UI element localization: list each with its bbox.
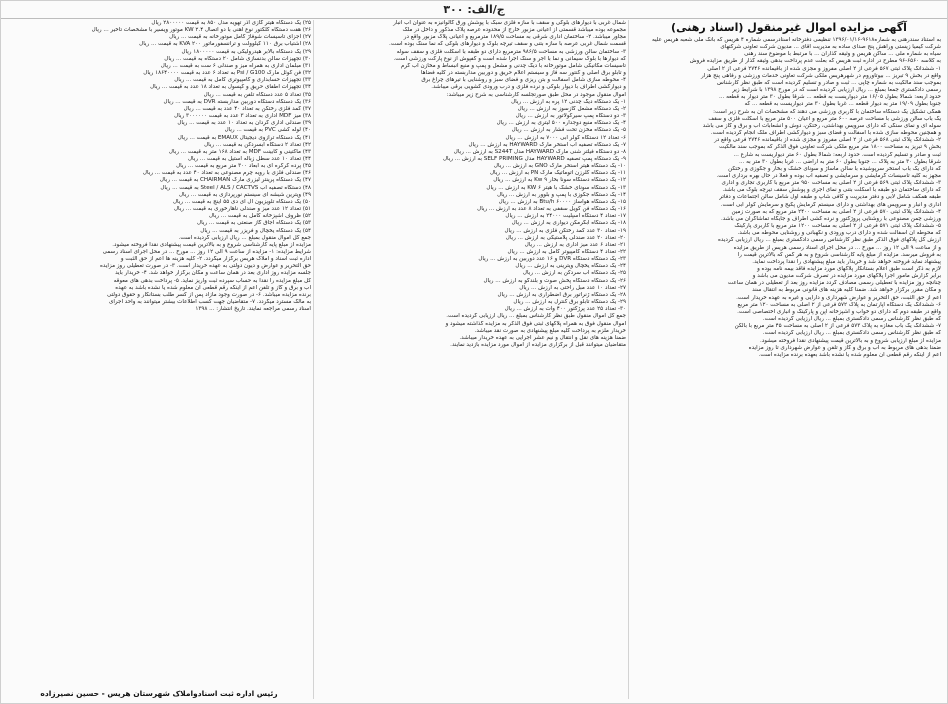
notice-text-line: ۲۷- تعداد ۱۰ عدد مبل راحتی به ارزش ... ریال xyxy=(519,284,626,291)
notice-text-line: و دیوارکشی اطراف با دیوار بلوکی و نرده فلزی و درب ورودی کشویی برقی میباشد. xyxy=(431,84,626,91)
notice-text-line: ۱۰- یک دستگاه هیتر استخر مارک GNO به ارزش ... ریال xyxy=(493,163,626,170)
notice-text-line: ۲۹) یک دستگاه بالابر هیدرولیکی به قیمت ۱۸۰۰۰۰۰ ریال xyxy=(181,48,311,55)
notice-title: آگهی مزایده اموال غیرمنقول (اسناد رهنی) xyxy=(671,21,907,34)
notice-text-line: ۲۵) یک دستگاه هیتر گازی آذر تهویه مدل ۸۵۰ به قیمت ۲۸۰۰۰۰۰ ریال xyxy=(151,20,311,26)
notice-text-line: کل مبلغ مزایده را نقداً به حساب سپرده ثبت واریز نماید. ۵- پرداخت بدهی های معوقه xyxy=(113,277,311,284)
notice-text-line: ۴۸) دستگاه تصفیه آب Steel / ALS / CACTVS به قیمت ... ریال xyxy=(160,184,311,191)
notice-text-line: لازم به ذکر است طبق اعلام بستانکار پلاکهای مورد مزایده فاقد بیمه نامه بوده و xyxy=(757,266,941,272)
notice-text-line: قسمت شمال غربی عرصه با سازه بتنی و سقف تیرچه بلوک و دیوارهای بلوکی که نما سنگ بوده است. xyxy=(389,41,626,48)
notice-text-line: ۳- دو دستگاه پمپ سیرکولاتور به ارزش ... ریال xyxy=(515,113,626,120)
notice-text-line: ۵- ششدانگ پلاک ثبتی ۵۷۱ فرعی از ۲ اصلی به مساحت ۱۲۰۰ متر مربع با کاربری پارکینگ xyxy=(734,223,941,230)
notice-text-line: ۴۰) لوله کشی PVC به قیمت ... ریال xyxy=(224,127,311,134)
notice-text-line: همگی تشکیل یک دستگاه ساختمان با کاربری ورزشی می دهند که مشخصات آن به شرح زیر است: xyxy=(713,108,941,115)
notice-text-line: طبقه همکف شامل لابی و دفتر مدیریت و کافی شاپ و طبقه اول شامل سالن اجتماعات و دفاتر xyxy=(719,194,941,201)
notice-text-line: واقع در بخش ۹ تبریز ... بیوتاوروم در شهرهریس ملکی شرکت تعاونی خدمات ورزشی و رفاهی پنج هزار xyxy=(701,72,941,79)
notice-text-line: ۳۰- تعداد ۲۵ عدد پرژکتور ۴۰۰ وات به ارزش ... ریال xyxy=(504,306,626,313)
notice-text-line: بخش ۹ تبریز به مساحت ۱۸۰۰ متر مربع ملکی شرکت تعاونی فوق الذکر که بموجب سند مالکیت xyxy=(719,144,941,151)
notice-text-line: آب و برق و گاز و تلفن اعم از اینکه رقم قطعی آن معلوم شده یا نشده باشد به عهده xyxy=(115,284,311,291)
notice-text-line: اعم از اینکه رقم قطعی آن معلوم شده یا نشده باشد بعهده برنده مزایده است. xyxy=(758,351,941,358)
notice-signature: رئیس اداره ثبت اسناد‌واملاک شهرستان هریس - حسین نصیرزاده xyxy=(40,688,278,698)
notice-text-line: ۴- محوطه سازی شامل آسفالت و بتن ریزی و فضای سبز و روشنایی با تیرهای چراغ برق xyxy=(421,77,626,84)
column-right-text xyxy=(637,37,941,359)
notice-text-line: سیاه به شماره ملی ... ساکن هریس و وثیقه گذاران ... با مرتبط با موضوع سند رهنی xyxy=(744,51,941,58)
notice-text-line: ۴۳) ماکتینی و کابینت MDF به تعداد ۱۶۸ متر به قیمت ... ریال xyxy=(168,148,311,155)
notice-text-line: رسمی دادگستری جمعا بمبلغ ... ریال ارزیابی گردیده است که در مورخ ۱۳۹۸ با شرایط زیر xyxy=(732,87,941,94)
notice-text-line: و مکان مقرر برگزار خواهد شد. ضمناً کلیه هزینه های قانونی مربوط به انتقال سند xyxy=(752,287,941,294)
notice-text-line: برنده مزایده میباشد. ۶- در صورت وجود مازاد پس از کسر طلب بستانکار و حقوق دولتی xyxy=(106,291,311,298)
notice-text-line: سوله ای و نمای سنگی که دارای سرویس بهداشتی، رختکن، دوش و انشعابات آب و برق و گاز می باشد xyxy=(702,122,941,129)
notice-text-line: ۵۰) یک دستگاه تلویزیون ال ای دی ۵۵ اینچ به قیمت ... ریال xyxy=(172,198,311,205)
notice-text-line: ۴- یک دستگاه منبع دوجداره ۵۰۰ لیتری به ارزش ... ریال xyxy=(496,120,626,127)
notice-text-line: ۱۹- تعداد ۳۰ عدد کمد رختکن فلزی به ارزش ... ریال xyxy=(504,227,626,234)
notice-text-line: ۲۲- تعداد ۴ دستگاه کامپیوتر کامل به ارزش ... ریال xyxy=(507,249,626,255)
notice-text-line: مجهز به کلیه تاسیسات گرمایشی و سرمایشی و تصفیه آب بوده و فعلاً در حال بهره برداری است. xyxy=(716,172,941,179)
notice-text-line: مجاور میباشد. ۲- ساختمان اداری شرقی به مساحت ۱۸۹/۵ مترمربع و اعیانی پلاک مزبور واقع در xyxy=(403,34,626,41)
notice-text-line: ارزش کل پلاکهای فوق الذکر طبق نظر کارشناس رسمی دادگستری بمبلغ ... ریال ارزیابی گردیده xyxy=(717,237,941,244)
notice-text-line: جنوباً بطول ۱۹/۰۹ متر به دیوار قطعه ... غرباً بطول ۳۰ متر دیواریست به قطعه ... که xyxy=(744,101,941,108)
notice-text-line: ۴۵) پرده کرکره ای به ابعاد ۳۰۰ متر مربع به قیمت ... ریال xyxy=(176,163,311,170)
notice-text-line: خریدار ملزم به پرداخت کلیه مبلغ پیشنهادی به صورت نقد میباشد. xyxy=(474,327,626,334)
notice-text-line: ۱۴- یک دستگاه جکوزی با پمپ و بلوور به ارزش ... ریال xyxy=(497,191,626,198)
notice-text-line: ۳- ششدانگ پلاک ثبتی ۵۶۹ فرعی از ۲ اصلی به مساحت ۹۵۰ متر مربع با کاربری تجاری و اداری xyxy=(721,180,941,187)
notice-text-line: واقع در طبقه دوم که دارای دو خواب و آشپزخانه اپن و پارکینگ و انباری اختصاصی است. xyxy=(737,308,941,315)
notice-text-line: ضمناً بدهی های مربوط به آب و برق و گاز و تلفن و عوارض شهرداری تا روز مزایده xyxy=(748,344,941,351)
notice-text-line: ۲۷) اجزای تاسیسات شوفاژ کامل موتورخانه به قیمت ... ریال xyxy=(169,34,311,41)
notice-text-line: شرقاً بطول ۳۰ متر به پلاک ... جنوباً بطول ۶۰ متر به اراضی ... غرباً بطول ۳۰ متر به ... xyxy=(739,158,941,165)
notice-text-line: ۶- ششدانگ یک دستگاه آپارتمان به پلاک ۵۷۲ فرعی از ۲ اصلی به مساحت ۱۲۰ متر مربع xyxy=(737,301,941,308)
notice-text-line: برابر گزارش مامور اجرا پلاکهای مورد مزایده در تصرف شرکت مدیون می باشد و xyxy=(752,273,941,280)
notice-text-line: ۱۳- یک دستگاه سونای خشک با هیتر ۶ KW به ارزش ... ریال xyxy=(486,184,626,191)
notice-text-line: جمع کل اموال منقول بمبلغ ... ریال ارزیابی گردیده است. xyxy=(178,234,311,241)
notice-text-line: ۳۴) تجهیزات اطفای حریق و کپسول به تعداد ۱۸ عدد به قیمت ... ریال xyxy=(150,84,311,91)
notice-text-line: ۷- یک دستگاه تصفیه آب استخر مارک HAYWARD به ارزش ... ریال xyxy=(468,141,626,148)
notice-text-line: شرایط مزایده: ۱- مزایده از ساعت ۹ الی ۱۲ روز ... مورخ ... در محل اجرای اسناد رسمی xyxy=(102,249,311,255)
notice-text-line: ۳۶) یک دستگاه دستگاه دوربین مداربسته DVR به قیمت ... ریال xyxy=(163,98,311,105)
notice-text-line: ۱۱- یک دستگاه کلرزن اتوماتیک مارک PN به ارزش ... ریال xyxy=(489,170,626,177)
notice-text-line: ۲- یک دستگاه مشعل گازسوز به ارزش ... ریال xyxy=(517,105,626,112)
notice-text-line: چنانچه روز مزایده با تعطیلی رسمی مصادف گردد مزایده روز بعد از تعطیلی در همان ساعت xyxy=(727,280,941,287)
notice-text-line: ۲۰- تعداد ۲۰ عدد صندلی پلاستیکی به ارزش ... ریال xyxy=(505,234,626,241)
notice-text-line: اداری و انبار و سرویس های بهداشتی و دارای سیستم گرمایش پکیج و سرمایش کولر آبی است. xyxy=(720,201,941,208)
notice-text-line: و همچنین محوطه سازی شده با آسفالت و فضای سبز و دیوارکشی اطراف ملک انجام گردیده است. xyxy=(710,130,941,137)
notice-text-line: که دارای ساختمان دو طبقه با اسکلت بتنی و نمای آجری و پوشش سقف تیرچه بلوک می باشد. xyxy=(722,187,941,194)
notice-text-line: ۵۴) یک دستگاه یخچال و فریزر به قیمت ... ریال xyxy=(200,227,311,234)
notice-text-line: ۴۷) یک دستگاه پرینتر لیزری مارک CHAIRMAN به قیمت ... ریال xyxy=(159,177,311,184)
notice-text-line: ۴- ششدانگ پلاک ثبتی ۵۷۰ فرعی از ۲ اصلی به مساحت ۲۴۰۰ متر مربع که به صورت زمین xyxy=(731,208,941,215)
notice-text-line: ۳۷) کمد فلزی رختکن به تعداد ۴۰ عدد به قیمت ... ریال xyxy=(183,105,311,112)
notice-text-line: به مالک مسترد میگردد. ۷- متقاضیان جهت کسب اطلاعات بیشتر میتوانند به واحد اجرای xyxy=(108,299,311,306)
notice-text-line: ۳۳) تجهیزات حسابداری و کامپیوتری کامل به قیمت ... ریال xyxy=(174,77,311,84)
notice-text-line: ۴۱) یک دستگاه ترازوی دیجیتال EMAUX به قیمت ... ریال xyxy=(177,134,311,141)
notice-text-line: ۴۶) صندلی فلزی با رویه چرم مصنوعی به تعداد ۴۰ عدد به قیمت ... ریال xyxy=(142,170,311,177)
column-middle-text xyxy=(322,20,626,349)
notice-text-line: اموال منقول فوق به همراه پلاکهای ثبتی فوق الذکر به مزایده گذاشته میشود و xyxy=(445,320,626,327)
notice-text-line: ۲- ششدانگ پلاک ثبتی ۵۶۸ فرعی از ۲ اصلی مفروز و مجزی شده از باقیمانده ۲۷۴۶ فرعی واقع در xyxy=(714,137,941,144)
notice-text-line: بموجب سند مالکیت به شماره چاپی ... ثبت و صادر و تسلیم گردیده است که طبق نظر کارشناس xyxy=(716,79,941,86)
notice-text-line: ۴۹) ویترین شیشه ای سیستم نورپردازی به قیمت ... ریال xyxy=(178,191,311,198)
notice-text-line: مزایده از مبلغ پایه کارشناسی شروع و به بالاترین قیمت پیشنهادی نقداً فروخته میشود. xyxy=(112,241,311,248)
notice-text-line: ۵۱) تعداد ۱۲ عدد میز و صندلی ناهارخوری به قیمت ... ریال xyxy=(173,206,311,213)
notice-text-line: ۵۲) ظروف آشپزخانه کامل به قیمت ... ریال xyxy=(208,213,311,220)
notice-text-line: پیشنهاد نماید فروخته خواهد شد و خریدار باید مبلغ پیشنهادی را نقداً پرداخت نماید. xyxy=(752,258,941,265)
price-label: ج/الف: ۳۰۰ xyxy=(1,3,947,19)
notice-text-line: ضمناً هزینه های نقل و انتقال و نیم عشر اجرایی به عهده خریدار میباشد. xyxy=(459,334,626,341)
notice-text-line: مجموعه بوده میباشد قسمتی از اعیانی مزبور خارج از محدوده عرصه پلاک مذکور و داخل در ملک xyxy=(402,27,626,34)
notice-text-line: ۳۵) تعداد ۵ عدد دستگاه تلفن به قیمت ... ریال xyxy=(203,91,311,98)
notice-text-line: ۳۹) صندلی اداری گردان به تعداد ۱۰ عدد به قیمت ... ریال xyxy=(177,120,311,127)
notice-columns xyxy=(5,20,943,699)
notice-text-line: ۳۲) فن کوئل مارک Psi / G100 به تعداد ۶ عدد به قیمت ۱۸۶۴۰۰۰۰ ریال xyxy=(143,70,311,77)
column-right xyxy=(635,20,943,699)
column-left xyxy=(5,20,314,699)
notice-text-line: ۲۸) اشتیاب برق ۱۱۰ کیلوولت و ترانسفورماتور ۲۰۰ KVA به قیمت ... ریال xyxy=(139,41,311,48)
notice-text-line: ۳۸) میز MDF اداری به تعداد ۳ عدد به قیمت ۳۰۰۰۰۰۰ ریال xyxy=(174,113,311,120)
notice-text-line: و تابلو برق اصلی و کنتور سه فاز و سیستم اعلام حریق و دوربین مداربسته در کلیه فضاها xyxy=(420,70,626,77)
notice-text-line: ۵- یک دستگاه مخزن تحت فشار به ارزش ... ریال xyxy=(511,127,626,134)
notice-text-line: که طبق نظر کارشناس رسمی دادگستری بمبلغ ... ریال ارزیابی گردیده است. xyxy=(762,330,941,337)
notice-text-line: ۱۶- یک دستگاه فن کویل سقفی به تعداد ۸ عدد به ارزش ... ریال xyxy=(477,206,626,213)
notice-text-line: ۳- ساختمان سالن ورزشی به مساحت ۹۸۶/۵ مترمربع دارای دو طبقه با اسکلت فلزی و سقف سوله xyxy=(396,48,626,55)
notice-text-line: یک باب سالن ورزشی با مساحت عرصه ۶۰۰ متر مربع و اعیان ۵۰۰ متر مربع با اسکلت فلزی و سقف xyxy=(708,115,941,122)
notice-text-line: شرکت کیمیا زیستی وراهش پنج صدای ساده به مدیریت آقای ... مدیون شرکت تعاونی شرکتهای xyxy=(720,44,941,51)
notice-text-line: جلسه مزایده روز اداری بعد در همان ساعت و مکان برگزار خواهد شد. ۴- خریدار باید xyxy=(115,270,311,277)
notice-text-line: ۲۶) هفت دستگاه کلکتور نوع آهنی با دو اتصال ۲.۴ KW موتور ویسیر با مشخصات تاخیر ... ریال xyxy=(91,27,311,34)
notice-text-line: ۴۲) تعداد ۲ دستگاه آبسردکن به قیمت ... ریال xyxy=(204,141,311,148)
notice-text-line: ۲۶- یک دستگاه دستگاه پخش صوت و بلندگو به ارزش ... ریال xyxy=(483,277,626,284)
notice-text-line: که دارای یک باب استخر سرپوشیده با سالن ماساژ و سونای خشک و بخار و جکوزی و رختکن xyxy=(728,165,941,172)
notice-text-line: ۱- یک دستگاه دیگ چدنی ۱۲ پره به ارزش ... ریال xyxy=(511,98,626,105)
notice-text-line: مزایده از مبلغ ارزیابی شروع و به بالاترین قیمت پیشنهادی نقداً فروخته میشود. xyxy=(759,337,941,344)
notice-text-line: متقاضیان میتوانند قبل از برگزاری مزایده از اموال مورد مزایده بازدید نمایند. xyxy=(450,342,626,349)
notice-text-line: ۲۴- یک دستگاه یخچال ویترینی به ارزش ... ریال xyxy=(515,263,626,270)
notice-text-line: ثبت و صادر و تسلیم گردیده است. حدود اربعه: شمالاً بطول ۶۰ متر دیواریست به شارع ... xyxy=(733,151,941,158)
notice-text-line: ۱۸- یک دستگاه آبگرمکن دیواری به ارزش ... ریال xyxy=(511,220,626,227)
notice-text-line: حدود اربعه: شمالاً بطول ۱۶/۰۵ متر دیواریست به قطعه ... شرقاً بطول ۳۰ متر دیوار به قطعه ... xyxy=(719,94,941,101)
notice-text-line: ۵۳) یک دستگاه اجاق گاز صنعتی به قیمت ... ریال xyxy=(197,220,311,227)
notice-text-line: حق التحریر و عوارض و دیون دولتی به عهده خریدار است. ۳- در صورت تعطیلی روز مزایده xyxy=(100,263,311,270)
notice-text-line: ۱۵- یک دستگاه هواساز Btu/h ۶۰۰۰۰ به ارزش ... ریال xyxy=(498,198,626,205)
notice-text-line: ۲۱- تعداد ۶ عدد میز اداری به ارزش ... ریال xyxy=(524,241,626,248)
notice-text-line: اعم از حق الثبت، حق التحریر و عوارض شهرداری و دارایی و غیره به عهده خریدار است. xyxy=(736,294,941,301)
notice-text-line: که طبق نظر کارشناس رسمی دادگستری بمبلغ ... ریال ارزیابی گردیده است. xyxy=(762,316,941,323)
notice-text-line: ۸- دو دستگاه فیلتر شنی مارک HAYWARD مدل S244T به ارزش ... ریال xyxy=(453,148,626,155)
notice-text-line: ورزشی چمن مصنوعی با روشنایی پروژکتور و نرده کشی اطراف و جایگاه تماشاگران می باشد. xyxy=(721,215,941,222)
notice-text-line: که دیوارها با بلوک سیمانی و نما با آجر و سنگ اجرا شده است و کفپوش از نوع پارکت ورزشی است. xyxy=(393,55,626,62)
notice-text-line: و از ساعت ۹ الی ۱۲ روز ... مورخ ... در محل اجرای اسناد رسمی هریس از طریق مزایده xyxy=(733,244,941,251)
notice-text-line: ۲۵- یک دستگاه آب سردکن به ارزش ... ریال xyxy=(522,270,626,277)
notice-text-line: اموال منقول موجود در محل طبق صورتجلسه کارشناسی به شرح زیر میباشد: xyxy=(446,91,626,98)
notice-text-line: ۴۴) تعداد ۱۰ عدد سطل زباله استیل به قیمت ... ریال xyxy=(187,155,311,162)
notice-text-line: اداره ثبت اسناد و املاک هریس برگزار میگردد. ۲- کلیه هزینه ها اعم از حق الثبت و xyxy=(120,256,311,263)
notice-text-line: که محوطه آن آسفالت شده و دارای درب ورودی و نگهبانی و روشنایی محوطه می باشد. xyxy=(737,230,941,237)
notice-text-line: ۲۹- یک دستگاه تابلو برق کنترل به ارزش ... ریال xyxy=(513,299,626,306)
notice-text-line: ۶- تعداد ۱۲ دستگاه کولر آبی ۷۰۰۰ به ارزش ... ریال xyxy=(505,134,626,141)
notice-text-line: ۲۳- یک دستگاه دستگاه DVR و ۱۶ عدد دوربین به ارزش ... ریال xyxy=(478,256,626,263)
notice-text-line: شمال غربی با دیوارهای بلوکی و سقف با سازه فلزی سبک با پوشش ورق گالوانیزه به عنوان آب انبار xyxy=(393,20,626,26)
notice-text-line: جمع کل اموال منقول طبق نظر کارشناس بمبلغ ... ریال ارزیابی گردیده است. xyxy=(446,313,626,320)
notice-text-line: تاسیسات مکانیکی شامل موتورخانه با دیگ چدنی و مشعل و پمپ و منبع انبساط و مخازن آب گرم xyxy=(400,62,626,69)
notice-text-line: ۹- یک دستگاه پمپ تصفیه HAYWARD مدل SELF PRIMING به ارزش ... ریال xyxy=(442,155,626,162)
column-left-text xyxy=(7,20,311,327)
column-middle xyxy=(320,20,629,699)
notice-text-line: ۲۸- یک دستگاه ژنراتور برق اضطراری به ارزش ... ریال xyxy=(497,291,626,298)
notice-text-line: به فروش میرسد. مزایده از مبلغ پایه کارشناسی شروع و به هر کس که بالاترین قیمت را xyxy=(737,251,941,258)
notice-text-line: به استناد سندرهنی به شماره۹۶۱۸-۱۳۹۶/۰۱/۱۶ تنظیمی دفترخانه اسنادرسمی شماره ۴ هریس که بانک ملی شعبه هریس علیه xyxy=(652,37,941,43)
notice-text-line: ۳۱) مبلمان اداری به همراه میز و صندلی ۶ ست به قیمت ... ریال xyxy=(160,62,311,69)
notice-text-line: اسناد رسمی مراجعه نمایند. تاریخ انتشار: ... ۱۳۹۸ xyxy=(195,306,311,313)
notice-text-line: ۷- ششدانگ یک باب مغازه به پلاک ۵۷۳ فرعی از ۲ اصلی به مساحت ۴۵ متر مربع با بالکن xyxy=(734,323,941,330)
notice-text-line: به کلاسه ۶۵۶۰-۹۶ مطرح در اداره ثبت هریس که بعلت عدم پرداخت بدهی وثیقه گذار از طریق مزایده فروش xyxy=(689,58,941,65)
notice-text-line: ۱۷- تعداد ۴ دستگاه اسپلیت ۲۴۰۰۰ به ارزش ... ریال xyxy=(505,213,626,220)
notice-text-line: ۱- ششدانگ پلاک ثبتی ۵۶۷ فرعی از ۲ اصلی مفروز و مجزی شده از باقیمانده ۲۷۴۶ فرعی از ۲ اصلی xyxy=(707,65,941,72)
notice-text-line: ۳۰) تجهیزات سالن بدنسازی شامل ۲۰ دستگاه به قیمت ... ریال xyxy=(164,55,311,62)
notice-text-line: ۱۲- یک دستگاه دستگاه سونا بخار Kw ۹ به ارزش ... ریال xyxy=(493,177,626,184)
